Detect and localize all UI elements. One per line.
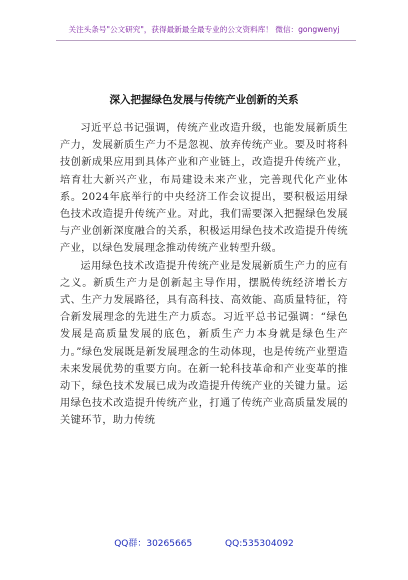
footer-qq-group: QQ群：30265665 [114,539,193,549]
footer-qq-number: QQ:535304092 [225,539,294,549]
paragraph: 习近平总书记强调，传统产业改造升级，也能发展新质生产力，发展新质生产力不是忽视、放弃传统产业。要及时将科技创新成果应用到具体产业和产业链上，改造提升传统产业，培育壮大新兴产业，布局建设未来产业，完善现代化产业体系。2024年底举行的中央经济工作会议提出，要积极运用绿色技术改造提升传统产业。对此，我们需要深入把握绿色发展与产业创新深度融合的关系，积极运用绿色技术改造提升传统产业，以绿色发展理念推动传统产业转型升级。 [60,123,348,255]
document-body [60,120,348,430]
footer-contact [0,536,408,549]
header-banner: 关注头条号"公文研究"，获得最新最全最专业的公文资料库！ 微信：gongwenyj [68,25,340,34]
paragraph: 运用绿色技术改造提升传统产业是发展新质生产力的应有之义。新质生产力是创新起主导作用，摆脱传统经济增长方式、生产力发展路径，具有高科技、高效能、高质量特征，符合新发展理念的先进生产力质态。习近平总书记强调：“绿色发展是高质量发展的底色，新质生产力本身就是绿色生产力。”绿色发展既是新发展理念的生动体现，也是传统产业塑造未来发展优势的重要方向。在新一轮科技革命和产业变革的推动下，绿色技术发展已成为改造提升传统产业的关键力量。运用绿色技术改造提升传统产业，打通了传统产业高质量发展的关键环节，助力传统 [60,260,348,427]
header-divider [56,40,356,41]
document-title: 深入把握绿色发展与传统产业创新的关系 [109,94,299,106]
